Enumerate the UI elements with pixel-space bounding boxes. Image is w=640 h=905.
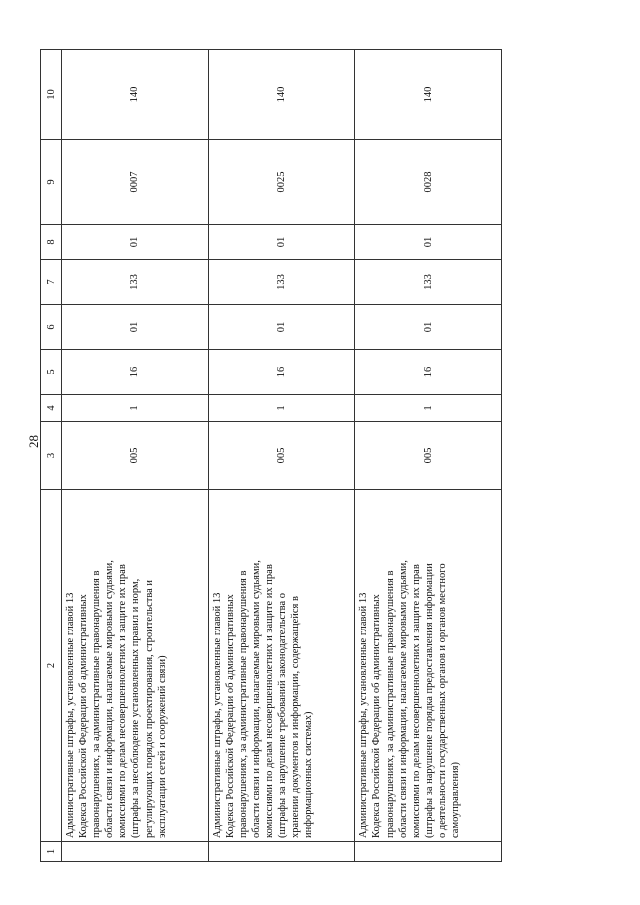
table-row <box>208 50 355 862</box>
cell-col4: 1 <box>62 395 209 422</box>
cell-col6: 01 <box>208 305 355 350</box>
table-row <box>62 50 209 862</box>
cell-col3: 005 <box>208 422 355 490</box>
cell-col9: 0025 <box>208 140 355 225</box>
cell-col6: 01 <box>62 305 209 350</box>
description-line: информационных системах) <box>303 711 315 838</box>
description-line: самоуправления) <box>449 761 461 838</box>
description-line: области связи и информации, налагаемые мировыми судьями, <box>104 560 116 838</box>
cell-col3: 005 <box>355 422 502 490</box>
description-line: Кодекса Российской Федерации об административных <box>224 594 236 838</box>
column-header-7: 7 <box>41 260 62 305</box>
description-line: Административные штрафы, установленные главой 13 <box>358 592 370 838</box>
cell-col9: 0028 <box>355 140 502 225</box>
description-line: комиссиями по делам несовершеннолетних и защите их прав <box>117 564 129 838</box>
cell-col5: 16 <box>208 350 355 395</box>
cell-col1 <box>355 842 502 862</box>
description-line: (штрафы за нарушение требований законодательства о <box>277 592 289 838</box>
description-line: правонарушениях, за административные правонарушения в <box>384 570 396 838</box>
cell-col7: 133 <box>208 260 355 305</box>
description-line: правонарушениях, за административные правонарушения в <box>91 570 103 838</box>
cell-col1 <box>62 842 209 862</box>
cell-col8: 01 <box>62 225 209 260</box>
description-line: эксплуатации сетей и сооружений связи) <box>156 655 168 838</box>
cell-col9: 0007 <box>62 140 209 225</box>
cell-description <box>355 490 502 842</box>
description-line: области связи и информации, налагаемые мировыми судьями, <box>397 560 409 838</box>
column-header-9: 9 <box>41 140 62 225</box>
description-line: хранении документов и информации, содержащейся в <box>290 596 302 838</box>
budget-code-table <box>40 49 502 862</box>
cell-col6: 01 <box>355 305 502 350</box>
cell-description <box>208 490 355 842</box>
cell-col3: 005 <box>62 422 209 490</box>
description-line: о деятельности государственных органов и органов местного <box>436 563 448 838</box>
rotated-table-container <box>40 50 502 862</box>
cell-col5: 16 <box>62 350 209 395</box>
cell-col8: 01 <box>208 225 355 260</box>
description-line: комиссиями по делам несовершеннолетних и защите их прав <box>410 564 422 838</box>
description-line: комиссиями по делам несовершеннолетних и защите их прав <box>264 564 276 838</box>
cell-col8: 01 <box>355 225 502 260</box>
page-number: 28 <box>26 435 41 448</box>
description-line: Кодекса Российской Федерации об административных <box>371 594 383 838</box>
cell-col7: 133 <box>62 260 209 305</box>
column-header-2: 2 <box>41 490 62 842</box>
column-header-8: 8 <box>41 225 62 260</box>
cell-col4: 1 <box>208 395 355 422</box>
column-header-3: 3 <box>41 422 62 490</box>
cell-col10: 140 <box>208 50 355 140</box>
description-line: Административные штрафы, установленные главой 13 <box>65 592 76 838</box>
description-line: (штрафы за несоблюдение установленных правил и норм, <box>130 578 142 838</box>
header-row <box>41 50 62 862</box>
cell-col10: 140 <box>355 50 502 140</box>
description-line: области связи и информации, налагаемые мировыми судьями, <box>250 560 262 838</box>
table-row <box>355 50 502 862</box>
description-line: правонарушениях, за административные правонарушения в <box>237 570 249 838</box>
cell-col5: 16 <box>355 350 502 395</box>
column-header-4: 4 <box>41 395 62 422</box>
column-header-10: 10 <box>41 50 62 140</box>
cell-col7: 133 <box>355 260 502 305</box>
description-line: Административные штрафы, установленные главой 13 <box>211 592 223 838</box>
cell-description <box>62 490 209 842</box>
column-header-1: 1 <box>41 842 62 862</box>
cell-col1 <box>208 842 355 862</box>
column-header-6: 6 <box>41 305 62 350</box>
description-line: Кодекса Российской Федерации об административных <box>78 594 90 838</box>
cell-col10: 140 <box>62 50 209 140</box>
description-line: (штрафы за нарушение порядка предоставления информации <box>423 563 435 838</box>
description-line: регулирующих порядок проектирования, строительства и <box>143 579 155 838</box>
column-header-5: 5 <box>41 350 62 395</box>
cell-col4: 1 <box>355 395 502 422</box>
